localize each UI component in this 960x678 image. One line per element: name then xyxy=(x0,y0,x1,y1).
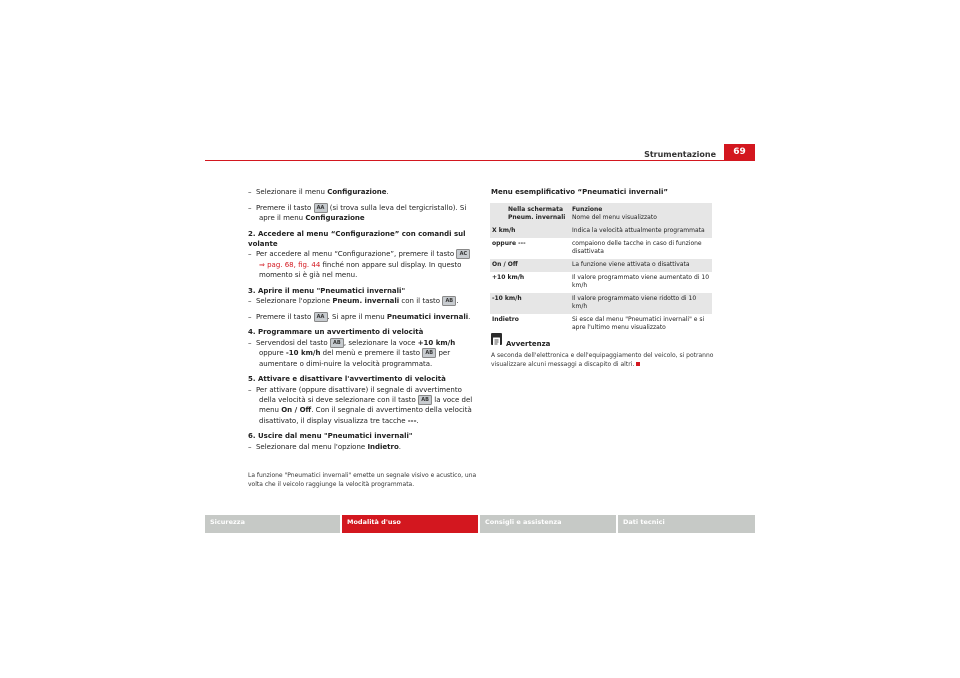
table-row xyxy=(490,225,712,238)
heading-3: 3. Aprire il menu "Pneumatici invernali" xyxy=(248,286,406,295)
step-text: del menù e premere il tasto xyxy=(320,349,423,358)
row-label: oppure --- xyxy=(492,240,526,247)
step-steering-access xyxy=(248,249,478,280)
step-bold: Pneum. invernali xyxy=(332,297,400,306)
row-desc: La funzione viene attivata o disattivata xyxy=(572,261,690,268)
step-bold: Configurazione xyxy=(327,188,387,196)
left-column xyxy=(248,187,478,457)
step-end: . xyxy=(398,442,402,451)
tab-modalita-uso[interactable]: Modalità d'uso xyxy=(342,515,478,533)
row-desc: Si esce dal menu "Pneumatici invernali" e si apre l'ultimo menu visualizzato xyxy=(572,316,705,331)
heading-6: 6. Uscire dal menu "Pneumatici invernali" xyxy=(248,432,413,441)
page-reference-link[interactable]: ⇒ pag. 68, fig. 44 xyxy=(259,260,321,269)
row-desc: Il valore programmato viene aumentato di 10 km/h xyxy=(572,274,710,289)
note-body: A seconda dell'elettronica e dell'equipaggiamento del veicolo, si potranno visualizzare alcuni messaggi a discapito di altri. xyxy=(491,352,714,368)
header-text: Pneum. invernali xyxy=(508,214,566,221)
step-bold: Configurazione xyxy=(305,214,365,222)
dash: – xyxy=(248,312,252,321)
step-text: , selezionare la voce xyxy=(343,338,418,347)
step-bold: +10 km/h xyxy=(417,338,456,347)
heading-4: 4. Programmare un avvertimento di velocità xyxy=(248,328,424,337)
step-text: la voce del menu xyxy=(259,396,473,415)
dash: – xyxy=(248,188,252,196)
step-bold: -10 km/h xyxy=(285,349,321,358)
step-end: . xyxy=(468,312,471,321)
running-header-title: Strumentazione xyxy=(644,150,716,159)
row-desc: Indica la velocità attualmente programmata xyxy=(572,227,705,234)
step-bold: Pneumatici invernali xyxy=(386,312,469,321)
step-toggle-warning xyxy=(248,385,478,427)
table-row xyxy=(490,259,712,272)
step-text: . Con il segnale di avvertimento della velocità disattivato, il display visualizza tre tacche xyxy=(259,406,472,425)
table-row xyxy=(490,238,712,259)
step-text: Per attivare (oppure disattivare) il segnale di avvertimento della velocità si deve selezionare con il tasto xyxy=(255,385,462,405)
step-bold: --- xyxy=(407,416,417,425)
row-label: Indietro xyxy=(492,316,519,323)
section-end-marker-icon xyxy=(636,362,640,366)
header-text: Funzione xyxy=(572,206,603,213)
step-program-speed xyxy=(248,338,478,369)
step-text: Premere il tasto xyxy=(255,312,314,321)
menu-table xyxy=(490,203,712,335)
dash: – xyxy=(248,250,252,259)
dash: – xyxy=(248,338,252,347)
tab-dati-tecnici[interactable]: Dati tecnici xyxy=(618,515,755,533)
step-text: Selezionare dal menu l'opzione xyxy=(255,442,368,451)
note-text xyxy=(491,352,731,369)
step-select-configurazione xyxy=(248,187,478,197)
header-text: Nella schermata xyxy=(508,206,563,213)
row-desc: compaiono delle tacche in caso di funzione disattivata xyxy=(572,240,702,255)
row-label: X km/h xyxy=(492,227,516,234)
step-open-pneum xyxy=(248,312,478,322)
table-row xyxy=(490,314,712,335)
step-text: (si trova sulla leva del tergicristallo). Si apre il menu xyxy=(259,203,467,222)
heading-5: 5. Attivare e disattivare l'avvertimento di velocità xyxy=(248,375,446,384)
header-rule xyxy=(205,160,755,161)
dash: – xyxy=(248,297,252,306)
step-text: oppure xyxy=(259,349,286,358)
dash: – xyxy=(248,385,252,394)
step-text: Premere il tasto xyxy=(255,203,314,212)
row-label: On / Off xyxy=(492,261,518,268)
table-header-col1 xyxy=(490,206,572,222)
tab-sicurezza[interactable]: Sicurezza xyxy=(205,515,340,533)
step-end: . xyxy=(416,416,419,425)
step-text: . Si apre il menu xyxy=(327,312,387,321)
step-text: Selezionare l'opzione xyxy=(255,297,333,306)
key-ab-icon: AB xyxy=(442,296,456,306)
key-ac-icon: AC xyxy=(456,249,470,259)
step-end: . xyxy=(386,188,389,196)
footnote: La funzione "Pneumatici invernali" emette un segnale visivo e acustico, una volta che il veicolo raggiunge la velocità programmata. xyxy=(248,472,477,488)
table-header-row xyxy=(490,203,712,225)
step-text: finché non appare sul display. In questo momento si è già nel menu. xyxy=(259,260,462,280)
dash: – xyxy=(248,442,252,451)
step-text: Selezionare il menu xyxy=(255,188,328,196)
key-ab-icon: AB xyxy=(330,338,344,348)
step-end: . xyxy=(456,297,459,306)
table-row xyxy=(490,293,712,314)
key-ab-icon: AB xyxy=(418,395,432,405)
table-row xyxy=(490,272,712,293)
table-header-col2 xyxy=(572,206,712,222)
key-aa-icon: AA xyxy=(314,203,328,213)
note-icon xyxy=(491,333,502,345)
step-bold: Indietro xyxy=(367,442,399,451)
step-text: con il tasto xyxy=(399,297,443,306)
menu-example-title: Menu esemplificativo “Pneumatici invernali” xyxy=(491,188,668,196)
key-aa-icon: AA xyxy=(314,312,328,322)
row-label: -10 km/h xyxy=(492,295,522,302)
step-select-pneum xyxy=(248,296,478,306)
row-label: +10 km/h xyxy=(492,274,525,281)
step-press-aa xyxy=(248,203,478,224)
tab-consigli-assistenza[interactable]: Consigli e assistenza xyxy=(480,515,616,533)
step-exit xyxy=(248,442,478,452)
step-text: Per accedere al menu “Configurazione”, premere il tasto xyxy=(255,250,457,259)
header-text: Nome del menu visualizzato xyxy=(572,214,657,221)
step-bold: On / Off xyxy=(281,406,312,415)
heading-2: 2. Accedere al menu “Configurazione” con comandi sul volante xyxy=(248,229,466,248)
page-number: 69 xyxy=(724,144,755,161)
key-ab-icon: AB xyxy=(422,348,436,358)
step-text: Servendosi del tasto xyxy=(255,338,330,347)
dash: – xyxy=(248,203,252,212)
note-title: Avvertenza xyxy=(506,340,551,348)
step-text: per aumentare o dimi-nuire la velocità programmata. xyxy=(259,349,451,368)
row-desc: Il valore programmato viene ridotto di 10 km/h xyxy=(572,295,697,310)
